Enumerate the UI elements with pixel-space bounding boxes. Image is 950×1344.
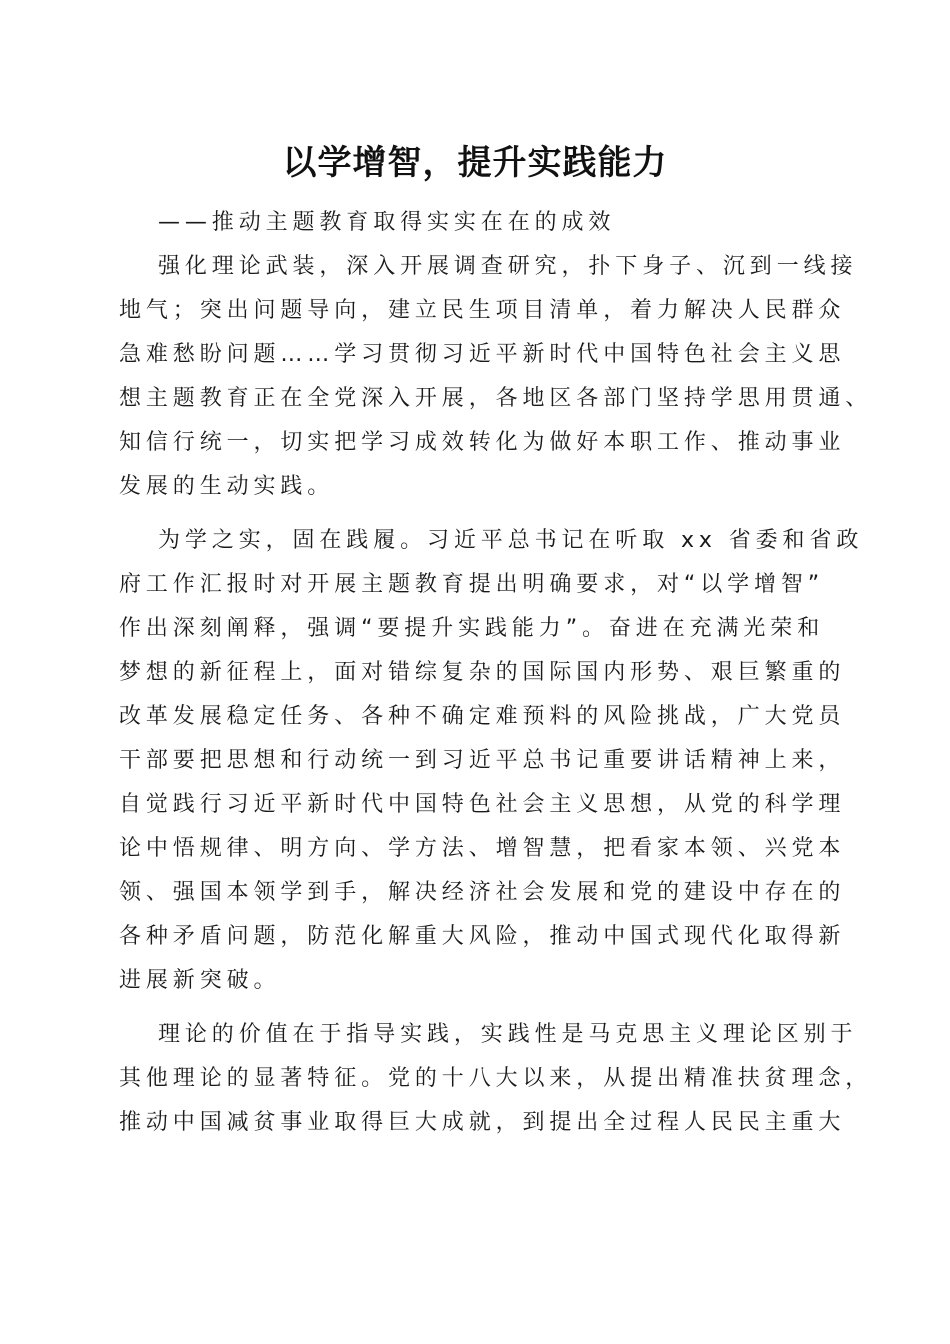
body-text-line: 想主题教育正在全党深入开展，各地区各部门坚持学思用贯通、 <box>119 386 873 411</box>
body-text-line: 推动中国减贫事业取得巨大成就，到提出全过程人民民主重大 <box>119 1110 846 1135</box>
body-text-line: 强化理论武装，深入开展调查研究，扑下身子、沉到一线接 <box>158 254 858 279</box>
body-text-line: 梦想的新征程上，面对错综复杂的国际国内形势、艰巨繁重的 <box>119 660 846 685</box>
body-text-line: 急难愁盼问题……学习贯彻习近平新时代中国特色社会主义思 <box>119 342 846 367</box>
body-text-line: 各种矛盾问题，防范化解重大风险，推动中国式现代化取得新 <box>119 924 846 949</box>
document-title: 以学增智，提升实践能力 <box>282 143 668 183</box>
body-text-line: 知信行统一，切实把学习成效转化为做好本职工作、推动事业 <box>119 430 846 455</box>
document-subtitle: ——推动主题教育取得实实在在的成效 <box>158 210 616 235</box>
body-text-line: 其他理论的显著特征。党的十八大以来，从提出精准扶贫理念， <box>119 1066 873 1091</box>
body-text-line: 进展新突破。 <box>119 968 281 993</box>
body-text-line: 论中悟规律、明方向、学方法、增智慧，把看家本领、兴党本 <box>119 836 846 861</box>
body-text-line: 理论的价值在于指导实践，实践性是马克思主义理论区别于 <box>158 1022 858 1047</box>
body-text-line: 发展的生动实践。 <box>119 474 335 499</box>
body-text-line: 作出深刻阐释，强调“要提升实践能力”。奋进在充满光荣和 <box>119 616 825 641</box>
body-text-line: 自觉践行习近平新时代中国特色社会主义思想，从党的科学理 <box>119 792 846 817</box>
body-text-line: 府工作汇报时对开展主题教育提出明确要求，对“以学增智” <box>119 572 825 597</box>
body-text-line: 干部要把思想和行动统一到习近平总书记重要讲话精神上来， <box>119 748 846 773</box>
body-text-line: 为学之实，固在践履。习近平总书记在听取 xx 省委和省政 <box>158 528 864 553</box>
body-text-line: 改革发展稳定任务、各种不确定难预料的风险挑战，广大党员 <box>119 704 846 729</box>
body-text-line: 地气；突出问题导向，建立民生项目清单，着力解决人民群众 <box>119 298 846 323</box>
body-text-line: 领、强国本领学到手，解决经济社会发展和党的建设中存在的 <box>119 880 846 905</box>
